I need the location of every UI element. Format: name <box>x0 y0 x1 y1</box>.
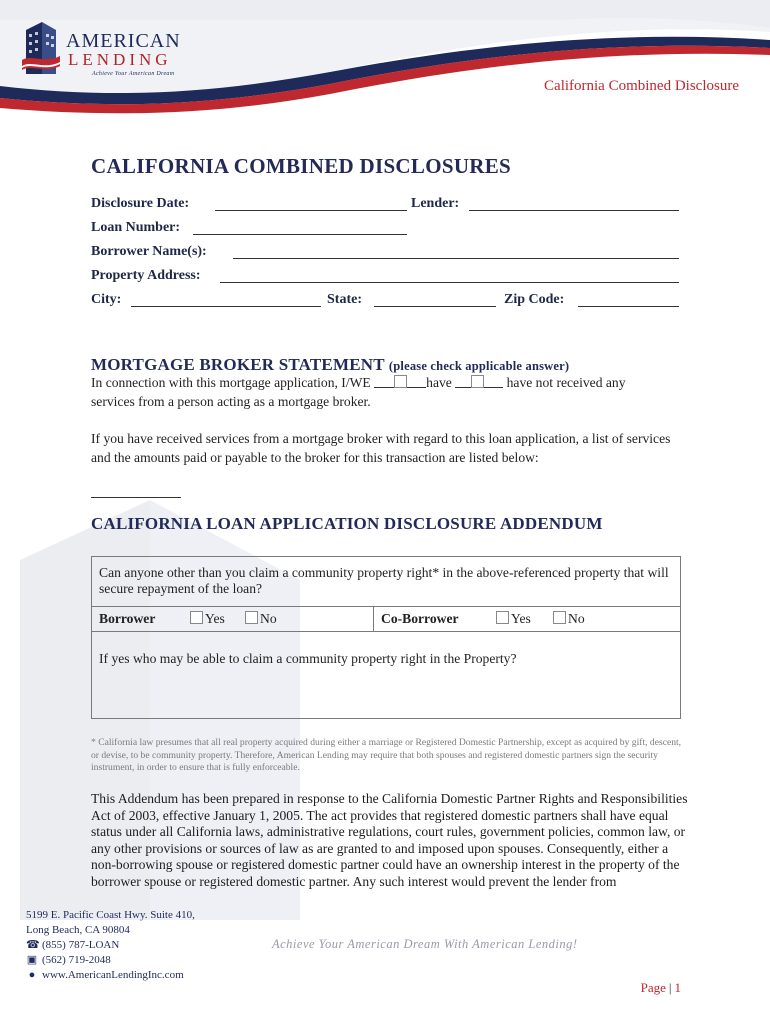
page-number-value: 1 <box>674 980 681 995</box>
broker-heading-note: (please check applicable answer) <box>388 359 570 373</box>
broker-services-paragraph: If you have received services from a mortgage broker with regard to this loan application, a list of services and the amounts paid or payable to the broker for this transaction are listed below: <box>91 431 671 465</box>
city-field[interactable] <box>131 292 321 307</box>
borrower-no-checkbox[interactable] <box>245 611 258 624</box>
community-property-footnote: * California law presumes that all real property acquired during either a marriage or Registered Domestic Partnership, except as acquired by gift, descent, or devise, to be community property. Therefore, American Lending may require that both spouses and registered domestic partners sign the security instrument, in order to ensure that is fully enforceable. <box>91 737 682 773</box>
have-not-checkbox[interactable] <box>471 375 484 388</box>
address-line1: 5199 E. Pacific Coast Hwy. Suite 410, <box>26 909 195 921</box>
addendum-body-text: This Addendum has been prepared in response to the California Domestic Partner Rights and Responsibilities Act of 2003, effective January 1, 2005. The act provides that registered domestic partners shall have equal status under all California laws, administrative regulations, court rules, government policies, common law, or any other provisions or sources of law as are granted to and imposed upon spouses. Consequently, either a non-borrowing spouse or registered domestic partner could have an ownership interest in the property of the borrower spouse or registered domestic partner. Any such interest would prevent the lender from <box>91 791 688 889</box>
have-label: have <box>426 375 452 390</box>
zip-label: Zip Code: <box>504 292 565 307</box>
fax-icon: ▣ <box>26 954 38 966</box>
state-field[interactable] <box>374 292 496 307</box>
company-logo <box>22 20 192 84</box>
phone-icon: ☎ <box>26 939 40 951</box>
company-tagline: Achieve Your American Dream <box>92 71 175 77</box>
web-icon: ● <box>28 969 36 981</box>
state-label: State: <box>327 292 362 307</box>
co-borrower-no-label: No <box>568 611 585 626</box>
page-label: Page <box>640 980 666 995</box>
borrower-no-option[interactable] <box>243 611 277 627</box>
claimant-question: If yes who may be able to claim a community property right in the Property? <box>99 651 517 666</box>
building-logo-icon <box>22 20 66 76</box>
company-name-line2: LENDING <box>68 50 172 69</box>
borrower-names-field[interactable] <box>233 244 679 259</box>
zip-field[interactable] <box>578 292 679 307</box>
broker-services-field[interactable] <box>91 483 181 498</box>
lender-field[interactable] <box>469 196 679 211</box>
have-checkbox[interactable] <box>394 375 407 388</box>
co-borrower-no-checkbox[interactable] <box>553 611 566 624</box>
borrower-yes-label: Yes <box>205 611 225 626</box>
disclosure-fields <box>91 196 681 316</box>
community-property-question: Can anyone other than you claim a community property right* in the above-referenced property that will secure repayment of the loan? <box>99 565 669 596</box>
address-line2: Long Beach, CA 90804 <box>26 924 130 936</box>
fax-number: (562) 719-2048 <box>42 954 111 966</box>
community-property-table <box>91 556 681 719</box>
header-banner <box>0 0 770 118</box>
broker-section-heading <box>91 355 569 375</box>
co-borrower-yes-checkbox[interactable] <box>496 611 509 624</box>
company-name-line1: AMERICAN <box>66 30 181 52</box>
co-borrower-label: Co-Borrower <box>381 611 459 626</box>
borrower-yes-checkbox[interactable] <box>190 611 203 624</box>
lender-label: Lender: <box>411 196 460 211</box>
disclosure-date-label: Disclosure Date: <box>91 196 190 211</box>
borrower-no-label: No <box>260 611 277 626</box>
disclosure-date-field[interactable] <box>215 196 407 211</box>
broker-line2: services from a person acting as a mortgage broker. <box>91 394 371 409</box>
city-label: City: <box>91 292 122 307</box>
property-address-field[interactable] <box>220 268 679 283</box>
borrower-names-label: Borrower Name(s): <box>91 244 207 259</box>
have-blank <box>374 375 426 388</box>
broker-heading-text: MORTGAGE BROKER STATEMENT <box>91 355 385 374</box>
header-document-label: California Combined Disclosure <box>544 78 739 94</box>
borrower-yes-option[interactable] <box>188 611 225 627</box>
co-borrower-yes-label: Yes <box>511 611 531 626</box>
borrower-label: Borrower <box>99 611 156 626</box>
property-address-label: Property Address: <box>91 268 201 283</box>
borrower-answer-row <box>92 606 680 632</box>
page-number: Page | 1 <box>640 980 681 995</box>
loan-number-label: Loan Number: <box>91 220 181 235</box>
loan-number-field[interactable] <box>193 220 407 235</box>
phone-number: (855) 787-LOAN <box>42 939 120 951</box>
addendum-heading: CALIFORNIA LOAN APPLICATION DISCLOSURE ADDENDUM <box>91 514 603 533</box>
footer-slogan: Achieve Your American Dream With American Lending! <box>272 937 578 951</box>
website-link[interactable]: www.AmericanLendingInc.com <box>42 969 184 981</box>
web-line <box>26 968 195 983</box>
co-borrower-yes-option[interactable] <box>494 611 531 627</box>
table-divider <box>373 607 374 631</box>
page-title: CALIFORNIA COMBINED DISCLOSURES <box>91 154 512 178</box>
have-not-blank <box>455 375 503 388</box>
phone-line <box>26 938 195 953</box>
broker-line1: In connection with this mortgage application, I/WE <box>91 375 371 390</box>
have-not-label: have not received any <box>506 375 626 390</box>
co-borrower-no-option[interactable] <box>551 611 585 627</box>
contact-block <box>26 908 195 983</box>
broker-statement-text <box>91 373 691 411</box>
fax-line <box>26 953 195 968</box>
